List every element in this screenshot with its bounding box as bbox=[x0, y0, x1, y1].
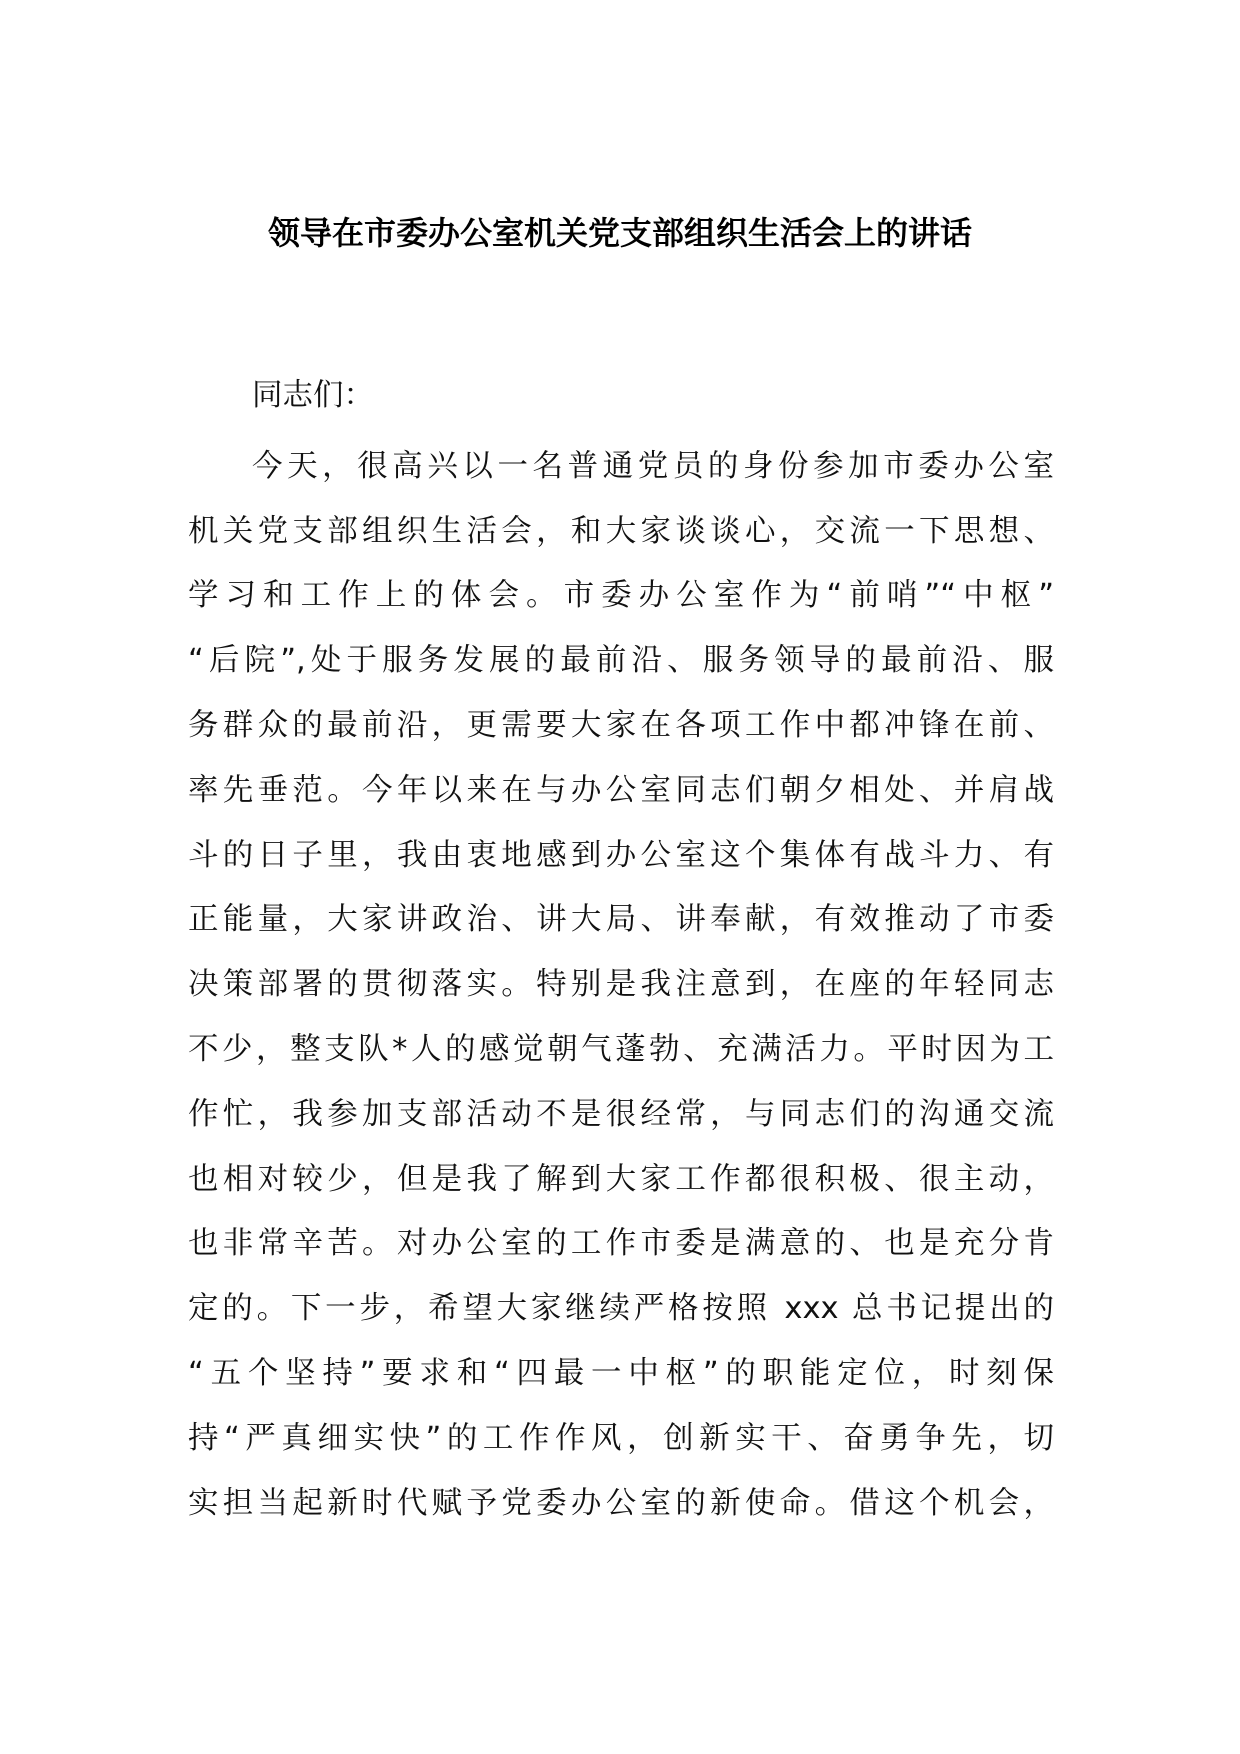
paragraph-line: “后院”,处于服务发展的最前沿、服务领导的最前沿、服 bbox=[188, 643, 1054, 679]
salutation: 同志们： bbox=[252, 378, 374, 413]
paragraph-line: 斗的日子里，我由衷地感到办公室这个集体有战斗力、有 bbox=[188, 837, 1054, 873]
document-body bbox=[188, 370, 1054, 1536]
paragraph-line: 今天，很高兴以一名普通党员的身份参加市委办公室 bbox=[252, 448, 1054, 484]
paragraph-line: 决策部署的贯彻落实。特别是我注意到，在座的年轻同志 bbox=[188, 967, 1054, 1003]
paragraph-line: 率先垂范。今年以来在与办公室同志们朝夕相处、并肩战 bbox=[188, 772, 1054, 808]
document-title: 领导在市委办公室机关党支部组织生活会上的讲话 bbox=[267, 214, 972, 252]
paragraph-line: 持“严真细实快”的工作作风，创新实干、奋勇争先，切 bbox=[188, 1420, 1054, 1456]
paragraph-line: 实担当起新时代赋予党委办公室的新使命。借这个机会， bbox=[188, 1485, 1054, 1521]
paragraph-line: 也相对较少，但是我了解到大家工作都很积极、很主动， bbox=[188, 1161, 1054, 1197]
paragraph-line: 不少，整支队*人的感觉朝气蓬勃、充满活力。平时因为工 bbox=[188, 1031, 1054, 1067]
paragraph-line: “五个坚持”要求和“四最一中枢”的职能定位，时刻保 bbox=[188, 1355, 1054, 1391]
paragraph-line: 务群众的最前沿，更需要大家在各项工作中都冲锋在前、 bbox=[188, 707, 1054, 743]
paragraph bbox=[188, 435, 1054, 1537]
paragraph-line: 定的。下一步，希望大家继续严格按照 xxx 总书记提出的 bbox=[188, 1291, 1054, 1327]
paragraph-line: 也非常辛苦。对办公室的工作市委是满意的、也是充分肯 bbox=[188, 1226, 1054, 1262]
paragraph-line: 机关党支部组织生活会，和大家谈谈心，交流一下思想、 bbox=[188, 513, 1054, 549]
paragraph-line: 作忙，我参加支部活动不是很经常，与同志们的沟通交流 bbox=[188, 1096, 1054, 1132]
paragraph-line: 学习和工作上的体会。市委办公室作为“前哨”“中枢” bbox=[188, 578, 1054, 614]
paragraph-line: 正能量，大家讲政治、讲大局、讲奉献，有效推动了市委 bbox=[188, 902, 1054, 938]
